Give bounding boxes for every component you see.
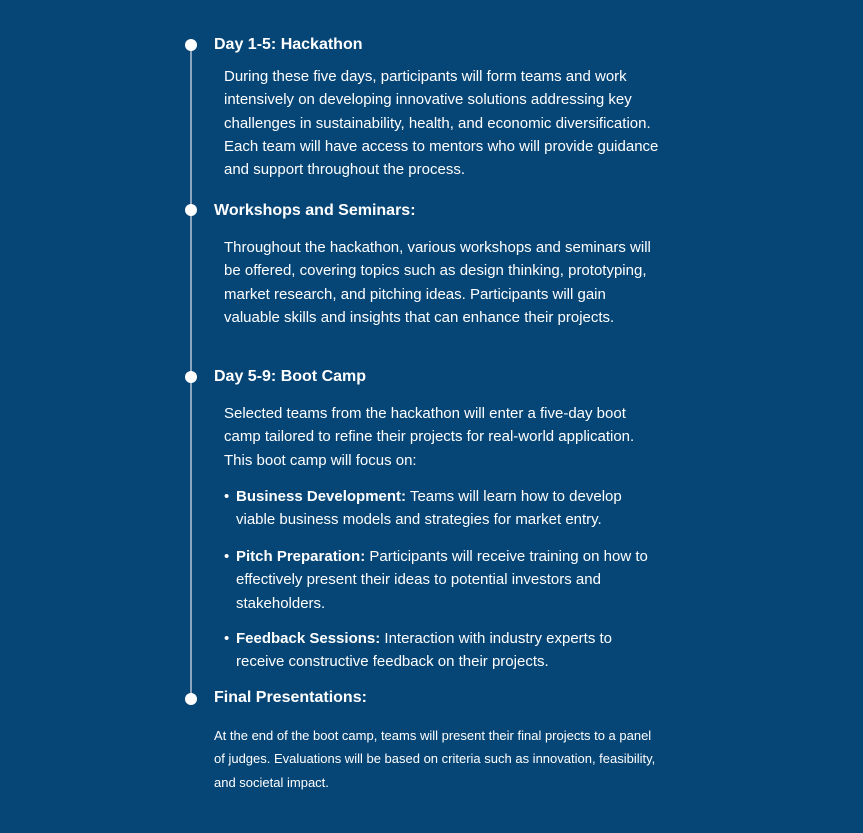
timeline-heading-bootcamp: Day 5-9: Boot Camp bbox=[214, 368, 367, 385]
timeline-dot bbox=[185, 371, 197, 383]
bullet-marker: • bbox=[224, 548, 230, 565]
timeline-heading-hackathon: Day 1-5: Hackathon bbox=[214, 36, 363, 53]
bullet-feedback-sessions bbox=[224, 627, 654, 674]
bullet-pitch-preparation bbox=[224, 545, 654, 615]
bullet-marker: • bbox=[224, 488, 230, 505]
timeline-body-hackathon: During these five days, participants will form teams and work intensively on developing innovative solutions addressing key challenges in sustainability, health, and economic diversification. Each team will have access to mentors who will provide guidance and support throughout the process. bbox=[224, 68, 659, 179]
timeline-body-final: At the end of the boot camp, teams will present their final projects to a panel of judges. Evaluations will be based on criteria such as innovation, feasibility, and societal impact. bbox=[214, 728, 656, 790]
bullet-business-development bbox=[224, 485, 654, 532]
bullet-term: Business Development: bbox=[236, 488, 407, 505]
timeline-dot bbox=[185, 204, 197, 216]
bullet-text: Interaction with industry experts to receive constructive feedback on their projects. bbox=[236, 630, 613, 671]
bullet-text: Participants will receive training on how to effectively present their ideas to potential investors and stakeholders. bbox=[236, 548, 648, 612]
bullet-marker: • bbox=[224, 630, 230, 647]
timeline-body-bootcamp: Selected teams from the hackathon will enter a five-day boot camp tailored to refine their projects for real-world application. This boot camp will focus on: bbox=[224, 405, 635, 469]
bullet-text: Teams will learn how to develop viable business models and strategies for market entry. bbox=[236, 488, 622, 529]
timeline-heading-workshops: Workshops and Seminars: bbox=[214, 202, 416, 219]
timeline-body-workshops: Throughout the hackathon, various workshops and seminars will be offered, covering topics such as design thinking, prototyping, market research, and pitching ideas. Participants will gain valuable skills and insights that can enhance their projects. bbox=[224, 239, 651, 326]
timeline-dot bbox=[185, 693, 197, 705]
timeline-dot bbox=[185, 39, 197, 51]
bullet-term: Feedback Sessions: bbox=[236, 630, 381, 647]
timeline-heading-final: Final Presentations: bbox=[214, 689, 367, 706]
bullet-term: Pitch Preparation: bbox=[236, 548, 366, 565]
